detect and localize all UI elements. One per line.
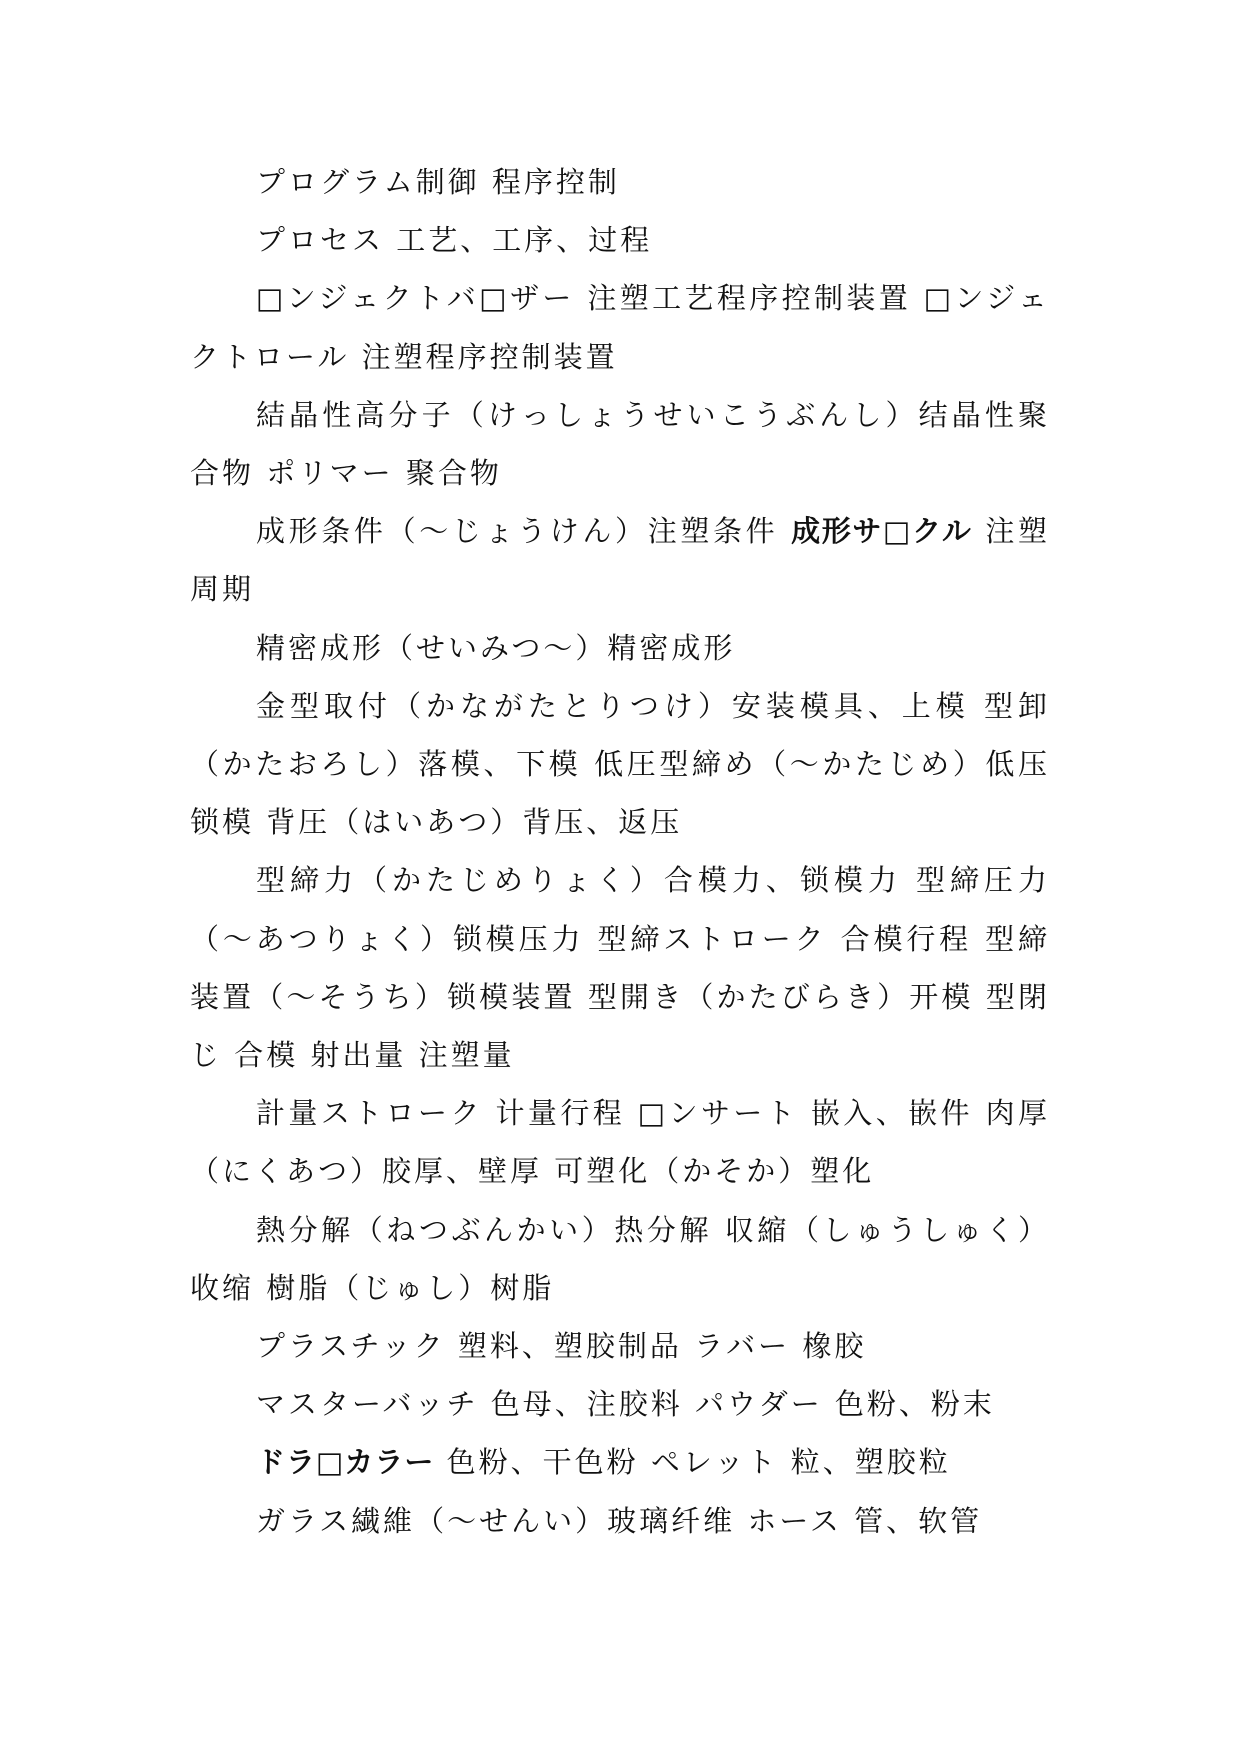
text-run: 注塑周期: [190, 514, 1050, 607]
paragraph: [190, 619, 1050, 677]
paragraph: [190, 502, 1050, 618]
paragraph: [190, 1317, 1050, 1375]
text-run: プラスチック 塑料、塑胶制品 ラバー 橡胶: [256, 1329, 867, 1364]
paragraph: [190, 1201, 1050, 1317]
text-run: 金型取付（かながたとりつけ）安装模具、上模 型卸（かたおろし）落模、下模 低圧型締め（～かたじめ）低压锁模 背圧（はいあつ）背压、返压: [190, 688, 1050, 840]
text-run: 色粉、干色粉 ペレット 粒、塑胶粒: [434, 1445, 951, 1480]
text-run: プロセス 工艺、工序、过程: [256, 223, 653, 258]
bold-term: ドラ□カラー: [256, 1445, 435, 1480]
text-run: プログラム制御 程序控制: [256, 165, 620, 199]
text-run: □ンジェクトバ□ザー 注塑工艺程序控制装置 □ンジェクトロール 注塑程序控制装置: [190, 281, 1050, 374]
paragraph: [190, 851, 1050, 1084]
paragraph: [190, 153, 1050, 211]
paragraph: [190, 1375, 1050, 1433]
text-run: 成形条件（～じょうけん）注塑条件: [256, 514, 792, 549]
paragraph: [190, 1084, 1050, 1200]
paragraph: [190, 677, 1050, 852]
paragraph: [190, 211, 1050, 269]
paragraph: [190, 386, 1050, 502]
text-run: 結晶性高分子（けっしょうせいこうぶんし）结晶性聚合物 ポリマー 聚合物: [190, 397, 1050, 491]
text-run: 型締力（かたじめりょく）合模力、锁模力 型締圧力（～あつりょく）锁模压力 型締ストローク 合模行程 型締装置（～そうち）锁模装置 型開き（かたびらき）开模 型閉じ 合模 射出量 注塑量: [190, 863, 1050, 1073]
bold-term: 成形サ□クル: [791, 514, 973, 549]
paragraph: [190, 269, 1050, 385]
text-run: マスターバッチ 色母、注胶料 パウダー 色粉、粉末: [256, 1387, 995, 1422]
text-run: 精密成形（せいみつ～）精密成形: [256, 630, 736, 665]
paragraph: [190, 1492, 1050, 1550]
paragraph: [190, 1433, 1050, 1491]
document-page: [190, 153, 1050, 1550]
text-run: ガラス繊維（～せんい）玻璃纤维 ホース 管、软管: [256, 1503, 983, 1538]
text-run: 計量ストローク 计量行程 □ンサート 嵌入、嵌件 肉厚（にくあつ）胶厚、壁厚 可塑化（かそか）塑化: [190, 1096, 1050, 1189]
text-run: 熱分解（ねつぶんかい）热分解 収縮（しゅうしゅく）收缩 樹脂（じゅし）树脂: [190, 1212, 1050, 1305]
